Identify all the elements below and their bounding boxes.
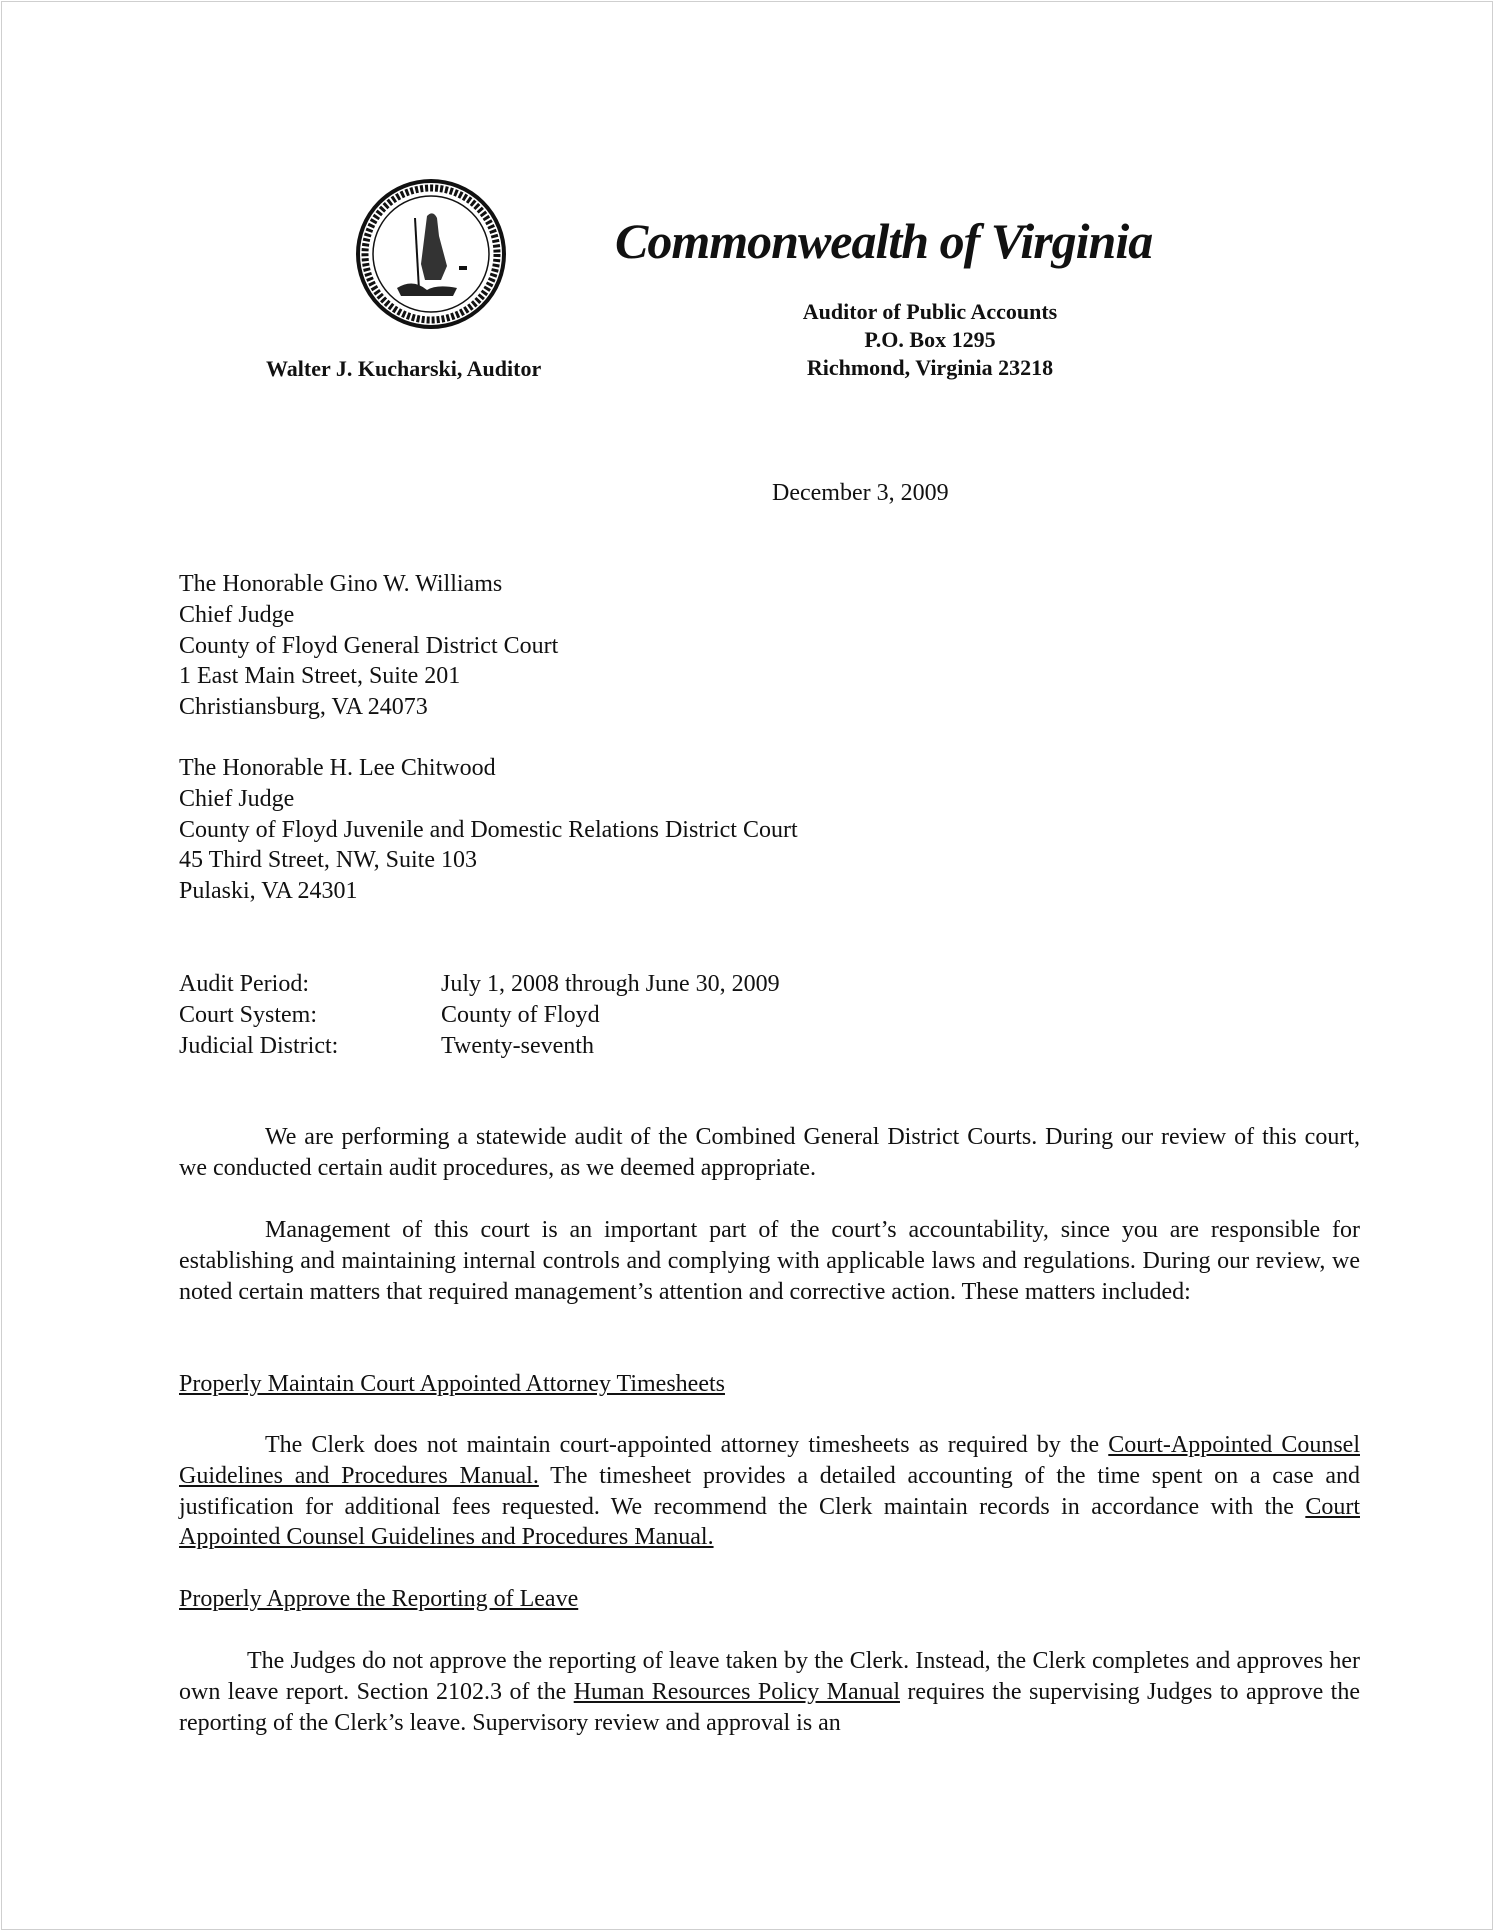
auditor-name: Walter J. Kucharski, Auditor (266, 356, 542, 381)
letterhead-title: Commonwealth of Virginia (615, 213, 1153, 269)
audit-period-value: July 1, 2008 through June 30, 2009 (441, 971, 780, 997)
address-line: The Honorable Gino W. Williams (179, 571, 503, 597)
court-system-label: Court System: (179, 1001, 318, 1028)
judicial-district-label: Judicial District: (179, 1032, 339, 1059)
address-line: 45 Third Street, NW, Suite 103 (179, 847, 477, 874)
address-line: Chief Judge (179, 601, 295, 628)
paragraph-text: Management of this court is an important part of the court’s accountability, since you are responsible for establishing and maintaining internal controls and complying with applicable laws and regulations. During our review, we noted certain matters that required management’s attention and corrective action. These matters included: (179, 1217, 1360, 1305)
manual-reference: Human Resources Policy Manual (573, 1678, 900, 1705)
address-line: Christiansburg, VA 24073 (179, 694, 428, 721)
judicial-district-value: Twenty-seventh (441, 1032, 594, 1059)
address-line: 1 East Main Street, Suite 201 (179, 663, 461, 690)
paragraph-text: We are performing a statewide audit of the Combined General District Courts. During our review of this court, we conducted certain audit procedures, as we deemed appropriate. (179, 1124, 1360, 1181)
recipient-address-1 (179, 569, 558, 723)
page-border (1, 1, 1493, 1930)
audit-info (179, 969, 780, 1061)
po-box: P.O. Box 1295 (864, 327, 996, 352)
paragraph-management (179, 1215, 1360, 1307)
paragraph-text: The Clerk does not maintain court-appointed attorney timesheets as required by the (265, 1432, 1109, 1458)
virginia-seal-logo (355, 178, 507, 330)
address-line: Pulaski, VA 24301 (179, 878, 358, 905)
manual-reference: Court-Appointed Counsel Guidelines and Procedures Manual. (179, 1432, 1360, 1489)
office-address (740, 298, 1120, 382)
letter-date: December 3, 2009 (772, 480, 949, 506)
manual-reference: Court Appointed Counsel Guidelines and Procedures Manual. (179, 1493, 1360, 1551)
court-system-value: County of Floyd (441, 1001, 600, 1028)
paragraph-leave (179, 1646, 1360, 1738)
address-line: County of Floyd Juvenile and Domestic Relations District Court (179, 816, 798, 843)
paragraph-text: The Judges do not approve the reporting of leave taken by the Clerk. Instead, the Clerk completes and approves her own leave report. Section 2102.3 of the (179, 1648, 1360, 1705)
paragraph-intro (179, 1122, 1360, 1184)
office-name: Auditor of Public Accounts (802, 299, 1058, 324)
paragraph-text: requires the supervising Judges to approve the reporting of the Clerk’s leave. Supervisory review and approval is an (179, 1678, 1361, 1736)
address-line: The Honorable H. Lee Chitwood (179, 755, 496, 781)
paragraph-timesheets (179, 1430, 1360, 1553)
address-line: Chief Judge (179, 785, 295, 812)
office-city: Richmond, Virginia 23218 (806, 355, 1054, 380)
heading-timesheets: Properly Maintain Court Appointed Attorney Timesheets (179, 1371, 725, 1397)
paragraph-text: The timesheet provides a detailed accounting of the time spent on a case and justification for additional fees requested. We recommend the Clerk maintain records in accordance with the (179, 1462, 1361, 1520)
recipient-address-2 (179, 753, 798, 907)
audit-period-label: Audit Period: (179, 971, 309, 997)
heading-leave: Properly Approve the Reporting of Leave (179, 1586, 579, 1612)
address-line: County of Floyd General District Court (179, 632, 559, 659)
